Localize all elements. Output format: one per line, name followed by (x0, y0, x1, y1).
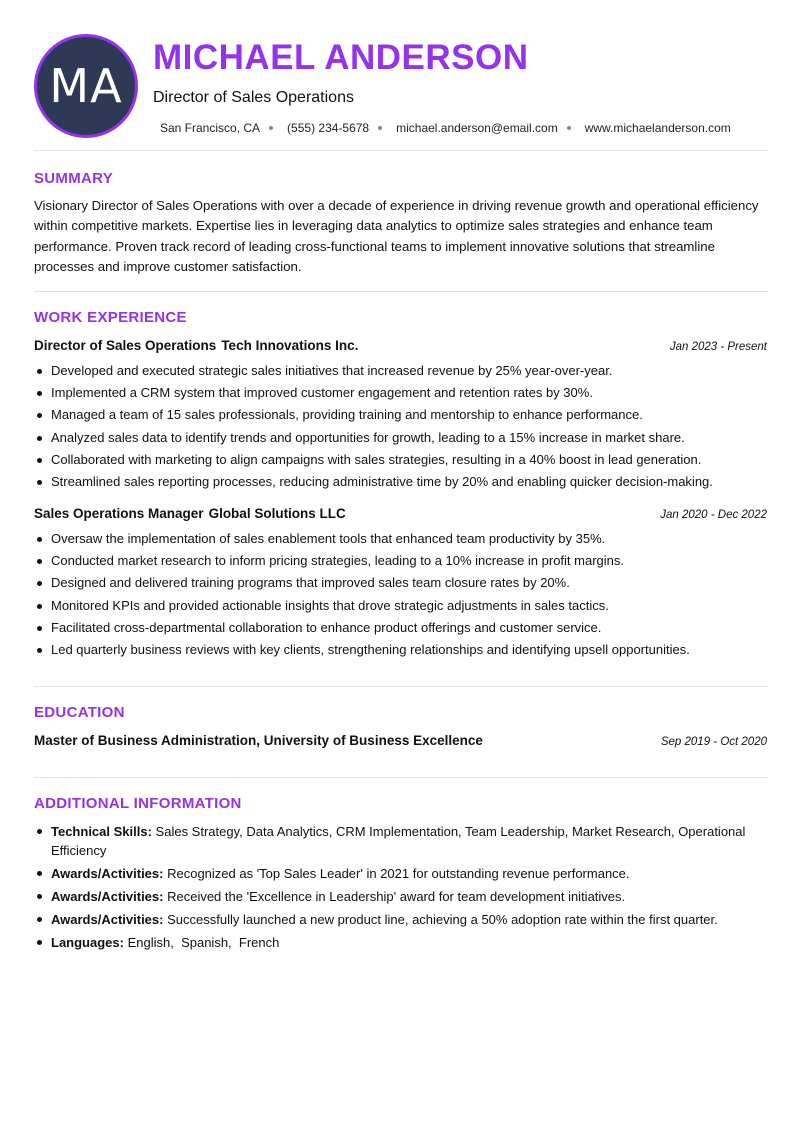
list-item (34, 933, 774, 952)
divider (34, 150, 767, 151)
contact-website[interactable]: www.michaelanderson.com (584, 121, 731, 135)
summary-heading: SUMMARY (34, 170, 114, 187)
contact-phone: (555) 234-5678 (287, 121, 370, 135)
contact-location: San Francisco, CA (160, 121, 261, 135)
job-company: Global Solutions LLC (208, 506, 346, 521)
list-item: Facilitated cross-departmental collaboration to enhance product offerings and customer service. (34, 617, 774, 639)
job-dates: Jan 2020 - Dec 2022 (660, 509, 767, 521)
info-label: Technical Skills: (51, 824, 152, 839)
info-label: Awards/Activities: (51, 889, 164, 904)
divider (34, 777, 767, 778)
separator-dot (567, 126, 571, 130)
work-experience-heading: WORK EXPERIENCE (34, 309, 187, 326)
contact-email[interactable]: michael.anderson@email.com (396, 121, 558, 135)
list-item: Analyzed sales data to identify trends and opportunities for growth, leading to a 15% increase in market share. (34, 427, 774, 449)
additional-info-list (34, 822, 774, 956)
job-title-line (34, 506, 346, 521)
list-item (34, 822, 774, 860)
info-text: Successfully launched a new product line, achieving a 50% adoption rate within the first quarter. (167, 912, 718, 927)
summary-text: Visionary Director of Sales Operations with over a decade of experience in driving revenue growth and operational efficiency within competitive markets. Expertise lies in leveraging data analytics to optimize sales strategies and enhance team performance. Proven track record of leading cross-functional teams to implement innovative solutions that streamline processes and improve customer satisfaction. (34, 198, 759, 274)
info-text: Sales Strategy, Data Analytics, CRM Implementation, Team Leadership, Market Research, Operational Efficiency (51, 824, 746, 858)
job-position: Director of Sales Operations (34, 338, 217, 353)
job-header (34, 506, 767, 521)
job-position: Sales Operations Manager (34, 506, 204, 521)
job-bullet-list (34, 360, 774, 493)
list-item: Conducted market research to inform pricing strategies, leading to a 10% increase in profit margins. (34, 550, 774, 572)
info-text: Recognized as 'Top Sales Leader' in 2021 for outstanding revenue performance. (167, 866, 630, 881)
candidate-role: Director of Sales Operations (153, 89, 354, 106)
list-item: Monitored KPIs and provided actionable insights that drove strategic adjustments in sales tactics. (34, 595, 774, 617)
avatar (34, 34, 138, 138)
list-item: Oversaw the implementation of sales enablement tools that enhanced team productivity by 35%. (34, 528, 774, 550)
job-bullet-list (34, 528, 774, 661)
resume-header (0, 0, 800, 150)
info-label: Languages: (51, 935, 124, 950)
education-degree: Master of Business Administration, University of Business Excellence (34, 733, 483, 748)
job-dates: Jan 2023 - Present (669, 341, 767, 353)
job-company: Tech Innovations Inc. (221, 338, 359, 353)
education-entry (34, 733, 767, 748)
list-item: Collaborated with marketing to align campaigns with sales strategies, resulting in a 40% boost in lead generation. (34, 449, 774, 471)
avatar-initials: MA (49, 59, 123, 113)
contact-bar (160, 121, 731, 135)
info-text: Received the 'Excellence in Leadership' award for team development initiatives. (167, 889, 626, 904)
separator-dot (269, 126, 273, 130)
separator-dot (378, 126, 382, 130)
info-text: English, Spanish, French (127, 935, 280, 950)
education-heading: EDUCATION (34, 704, 125, 721)
list-item (34, 887, 774, 906)
list-item: Designed and delivered training programs that improved sales team closure rates by 20%. (34, 572, 774, 594)
list-item: Streamlined sales reporting processes, reducing administrative time by 20% and enabling quicker decision-making. (34, 471, 774, 493)
additional-info-heading: ADDITIONAL INFORMATION (34, 795, 242, 812)
list-item: Managed a team of 15 sales professionals, providing training and mentorship to enhance performance. (34, 404, 774, 426)
list-item: Led quarterly business reviews with key clients, strengthening relationships and identifying upsell opportunities. (34, 639, 774, 661)
list-item (34, 910, 774, 929)
info-label: Awards/Activities: (51, 912, 164, 927)
divider (34, 686, 767, 687)
candidate-name: MICHAEL ANDERSON (153, 38, 529, 77)
job-header (34, 338, 767, 353)
job-title-line (34, 338, 358, 353)
list-item: Implemented a CRM system that improved customer engagement and retention rates by 30%. (34, 382, 774, 404)
list-item (34, 864, 774, 883)
divider (34, 291, 767, 292)
list-item: Developed and executed strategic sales initiatives that increased revenue by 25% year-over-year. (34, 360, 774, 382)
info-label: Awards/Activities: (51, 866, 164, 881)
education-dates: Sep 2019 - Oct 2020 (660, 736, 767, 748)
